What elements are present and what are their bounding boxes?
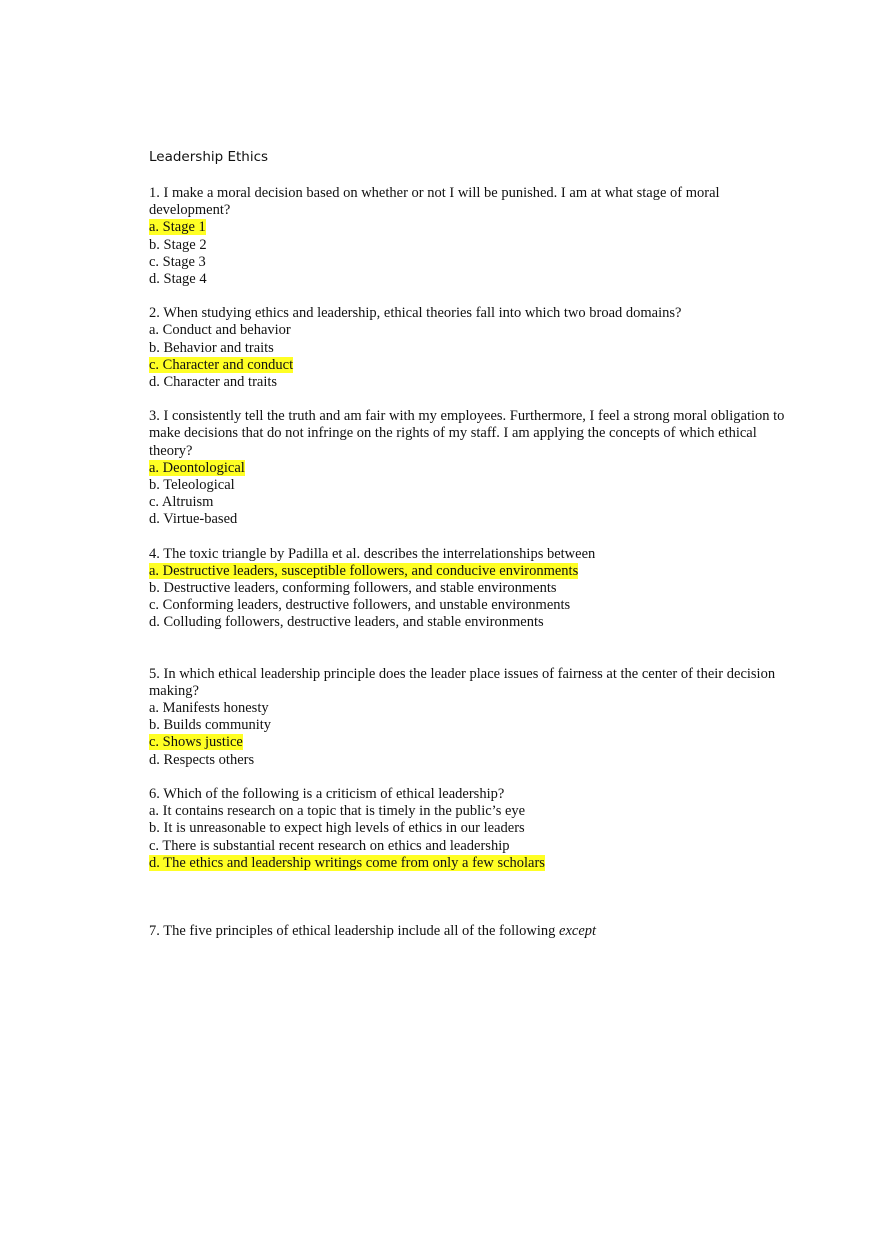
question-text: 7. The five principles of ethical leadership include all of the following [149,922,560,939]
highlighted-answer: c. Shows justice [149,734,243,751]
highlighted-answer: c. Character and conduct [149,356,294,373]
answer-option: d. Colluding followers, destructive leaders, and stable environments [149,614,544,631]
highlighted-answer: a. Stage 1 [149,219,206,236]
question-1 [149,185,789,288]
question-emphasis: except [559,922,597,939]
answer-option [149,563,789,580]
question-text: 2. When studying ethics and leadership, ethical theories fall into which two broad domains? [149,305,682,322]
answer-option: b. Destructive leaders, conforming followers, and stable environments [149,580,557,597]
question-4 [149,546,789,632]
spacer [149,649,789,666]
question-text: 5. In which ethical leadership principle does the leader place issues of fairness at the center of their decision making? [149,665,776,699]
spacer [149,889,789,923]
answer-option: a. Conduct and behavior [149,322,291,339]
answer-option: d. Virtue-based [149,511,238,528]
answer-option: b. Stage 2 [149,236,207,253]
answer-option: c. Conforming leaders, destructive followers, and unstable environments [149,597,571,614]
highlighted-answer: a. Deontological [149,459,245,476]
answer-option [149,357,789,374]
answer-option [149,219,789,236]
answer-option: b. It is unreasonable to expect high levels of ethics in our leaders [149,820,525,837]
answer-option: b. Builds community [149,717,272,734]
question-6 [149,786,789,872]
answer-option: b. Behavior and traits [149,339,274,356]
question-5 [149,666,789,769]
answer-option: a. It contains research on a topic that is timely in the public’s eye [149,803,526,820]
answer-option: d. Character and traits [149,374,278,391]
answer-option [149,460,789,477]
answer-option [149,855,789,872]
answer-option: a. Manifests honesty [149,700,269,717]
question-text: 4. The toxic triangle by Padilla et al. describes the interrelationships between [149,545,596,562]
question-text: 6. Which of the following is a criticism of ethical leadership? [149,785,505,802]
question-2 [149,305,789,391]
answer-option: d. Respects others [149,751,255,768]
question-text: 3. I consistently tell the truth and am fair with my employees. Furthermore, I feel a strong moral obligation to make decisions that do not infringe on the rights of my staff. I am applying the concepts of which ethical theory? [149,408,785,459]
document-body [149,185,789,957]
answer-option [149,734,789,751]
question-7 [149,923,789,940]
answer-option: c. Altruism [149,494,214,511]
question-3 [149,408,789,528]
answer-option: b. Teleological [149,477,235,494]
document-title: Leadership Ethics [149,149,269,165]
answer-option: d. Stage 4 [149,271,207,288]
answer-option: c. Stage 3 [149,253,206,270]
question-text: 1. I make a moral decision based on whether or not I will be punished. I am at what stage of moral development? [149,185,720,219]
highlighted-answer: a. Destructive leaders, susceptible followers, and conducive environments [149,562,579,579]
answer-option: c. There is substantial recent research on ethics and leadership [149,837,510,854]
highlighted-answer: d. The ethics and leadership writings come from only a few scholars [149,854,545,871]
